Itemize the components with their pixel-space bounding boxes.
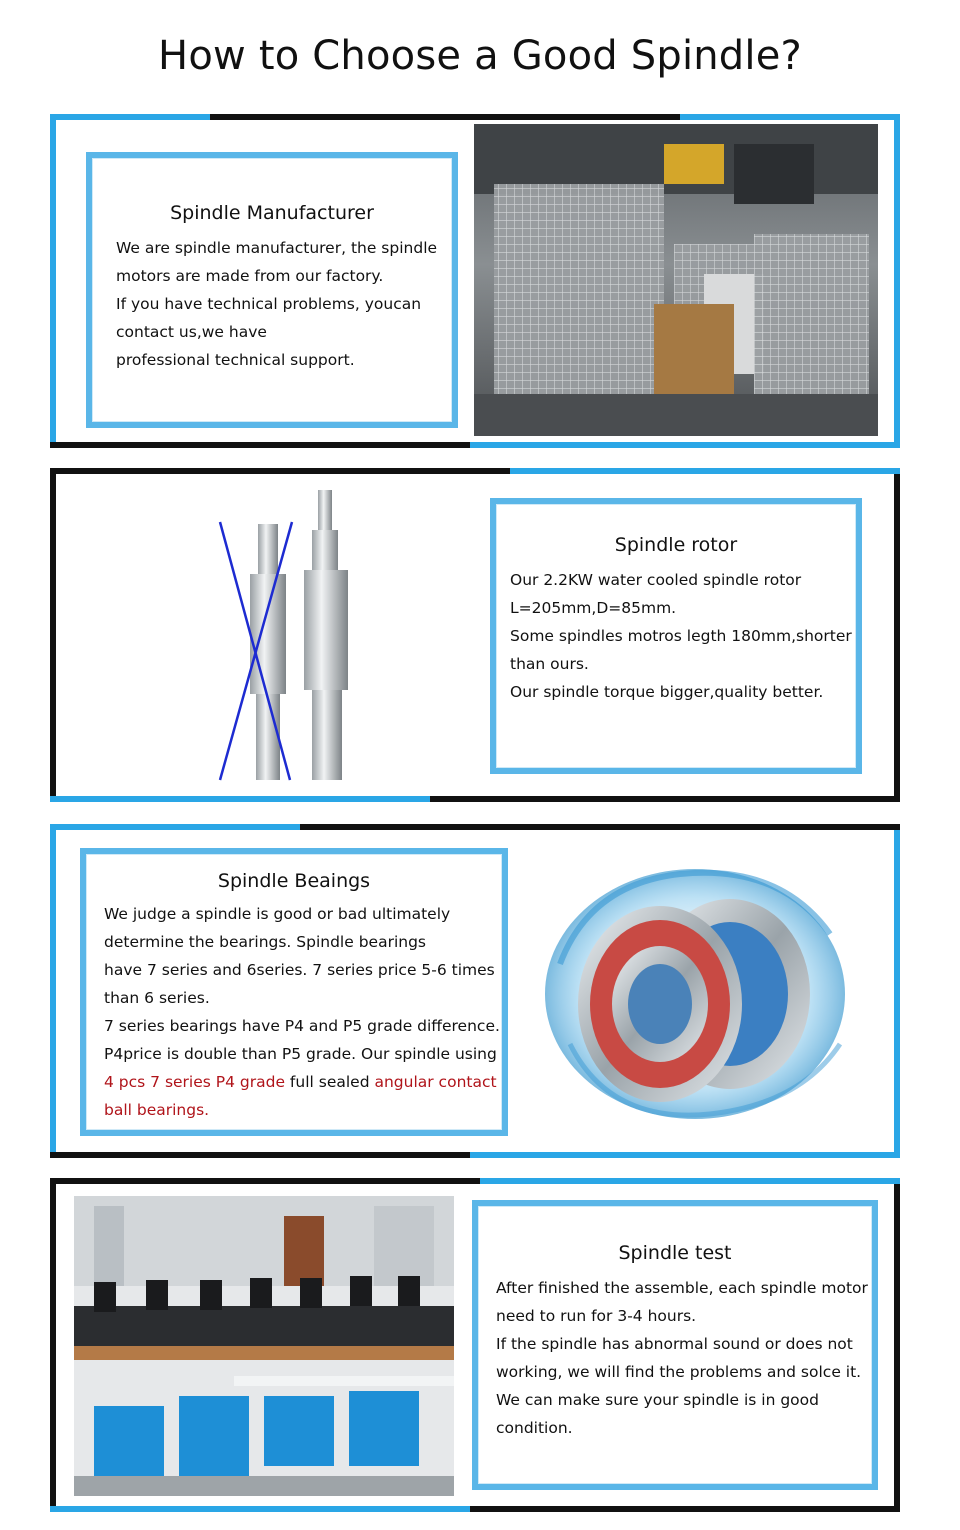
- frame-accent-bottom: [50, 796, 430, 802]
- text-line: If you have technical problems, youcan: [116, 295, 422, 313]
- bearings-card: [80, 848, 508, 1136]
- highlight-plain: full sealed: [285, 1073, 375, 1091]
- test-card: [472, 1200, 878, 1490]
- bearings-heading: Spindle Beaings: [217, 870, 371, 892]
- page-title: How to Choose a Good Spindle?: [158, 33, 802, 79]
- text-line: contact us,we have: [116, 323, 267, 341]
- text-line: We can make sure your spindle is in good: [496, 1391, 819, 1409]
- text-line: L=205mm,D=85mm.: [510, 599, 677, 617]
- text-line: professional technical support.: [116, 351, 355, 369]
- bearings-text: [104, 900, 504, 1124]
- text-line: than ours.: [510, 655, 589, 673]
- text-line: If the spindle has abnormal sound or does not: [496, 1335, 853, 1353]
- text-line: than 6 series.: [104, 989, 210, 1007]
- factory-photo: [474, 124, 878, 436]
- text-line: Our 2.2KW water cooled spindle rotor: [510, 571, 802, 589]
- rotor-text: [510, 566, 856, 706]
- text-line-red: ball bearings.: [104, 1101, 210, 1119]
- manufacturer-card: [86, 152, 458, 428]
- text-line: working, we will find the problems and solce it.: [496, 1363, 862, 1381]
- frame-accent-top: [300, 824, 900, 830]
- text-line: condition.: [496, 1419, 573, 1437]
- frame-accent-top: [510, 468, 900, 474]
- test-text: [496, 1274, 876, 1442]
- text-line: have 7 series and 6series. 7 series price 5-6 times: [104, 961, 495, 979]
- manufacturer-text: [116, 234, 446, 374]
- highlight-red: 4 pcs 7 series P4 grade: [104, 1073, 285, 1091]
- frame-accent-bottom: [50, 1506, 470, 1512]
- manufacturer-heading: Spindle Manufacturer: [170, 202, 374, 224]
- rotor-heading: Spindle rotor: [614, 534, 738, 556]
- text-line: P4price is double than P5 grade. Our spindle using: [104, 1045, 497, 1063]
- section-bearings: [50, 824, 900, 1158]
- frame-accent-bottom: [50, 442, 470, 448]
- bearing-splash-photo: [530, 844, 860, 1144]
- section-test: [50, 1178, 900, 1512]
- text-line: 7 series bearings have P4 and P5 grade difference.: [104, 1017, 500, 1035]
- frame-accent-top: [210, 114, 680, 120]
- text-line: Some spindles motros legth 180mm,shorter: [510, 627, 852, 645]
- text-line-highlight: [104, 1068, 504, 1096]
- text-line: need to run for 3-4 hours.: [496, 1307, 697, 1325]
- text-line: determine the bearings. Spindle bearings: [104, 933, 426, 951]
- rotor-comparison-photo: [200, 488, 370, 788]
- test-bench-photo: [74, 1196, 454, 1496]
- text-line: After finished the assemble, each spindle motor: [496, 1279, 868, 1297]
- frame-accent-bottom: [50, 1152, 470, 1158]
- test-heading: Spindle test: [618, 1242, 732, 1264]
- text-line: motors are made from our factory.: [116, 267, 384, 285]
- text-line: We are spindle manufacturer, the spindle: [116, 239, 438, 257]
- highlight-red: angular contact: [374, 1073, 497, 1091]
- section-manufacturer: [50, 114, 900, 448]
- text-line: We judge a spindle is good or bad ultimately: [104, 905, 451, 923]
- text-line: Our spindle torque bigger,quality better.: [510, 683, 824, 701]
- section-rotor: [50, 468, 900, 802]
- frame-accent-top: [480, 1178, 900, 1184]
- rotor-card: [490, 498, 862, 774]
